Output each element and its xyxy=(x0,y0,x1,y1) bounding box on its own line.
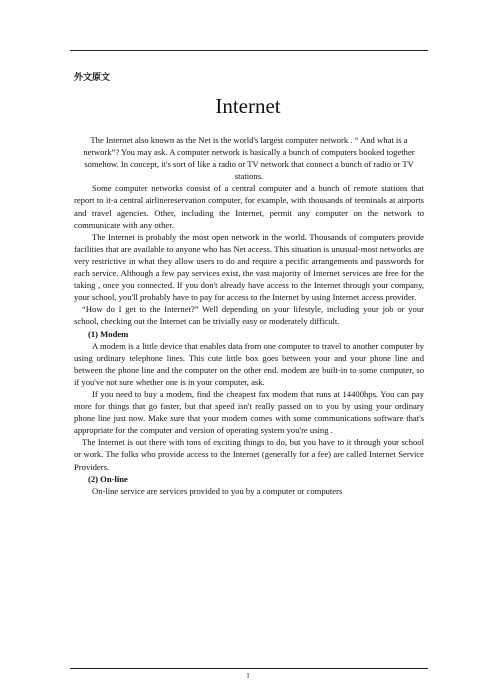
paragraph-modem-1: A modem is a little device that enables data from one computer to travel to another computer by using ordinary telephone lines. This cute little box goes between your and your phone line and between the phone line and the computer on the other end. modem are built-in to some computer, so if you've not sure whether one is in your computer, ask. xyxy=(74,340,424,387)
footer-rule xyxy=(70,668,428,669)
paragraph-modem-3: The Internet is out there with tons of exciting things to do, but you have to it through your school or work. The folks who provide access to the Internet (generally for a fee) are called Internet Service Providers. xyxy=(74,437,424,472)
paragraph-modem-2: If you need to buy a modem, find the cheapest fax modem that runs at 14400hps. You can pay more for things that go faster, but that speed isn't really passed on to you by using your ordinary phone line just now. Make sure that your modem comes with some communications software that's appropriate for the computer and version of operating system you're using . xyxy=(74,388,424,436)
section-heading-modem: (1) Modem xyxy=(88,328,129,339)
document-title: Internet xyxy=(215,94,281,118)
page-number: 1 xyxy=(246,672,250,680)
paragraph-access: “How do I get to the Internet?” Well depending on your lifestyle, including your job or your school, checking out the Internet can be trivially easy or moderately difficult. xyxy=(74,304,424,327)
paragraph-online-1: On-line service are services provided to you by a computer or computers xyxy=(92,485,343,496)
section-label: 外文原文 xyxy=(74,73,111,83)
header-rule xyxy=(70,50,428,51)
paragraph-open-network: The Internet is probably the most open network in the world. Thousands of computers provide facilities that are available to anyone who has Net access. This situation is unusual-most networks are very restrictive in what they allow users to do and require a pecific arrangements and passwords for each service. Although a few pay services exist, the vast majority of Internet services are free for the taking , once you connected. If you don't already have access to the Internet through your company, your school, you'll probably have to pay for access to the Internet by using Internet access provider. xyxy=(74,231,424,303)
paragraph-networks: Some computer networks consist of a central computer and a bunch of remote stations that report to it-a central airlinereservation computer, for example, with thousands of terminals at airports and travel agencies. Other, including the Internet, permit any computer on the network to communicate with any other. xyxy=(74,183,424,230)
document-body xyxy=(74,134,424,497)
paragraph-intro: The Internet also known as the Net is the world's largest computer network . “ And what is a network”? You may ask. A computer network is basically a bunch of computers booked together somehow. In concept, it's sort of like a radio or TV network that connect a bunch of radio or TV stations. xyxy=(83,135,415,182)
section-heading-online: (2) On-line xyxy=(88,473,128,484)
